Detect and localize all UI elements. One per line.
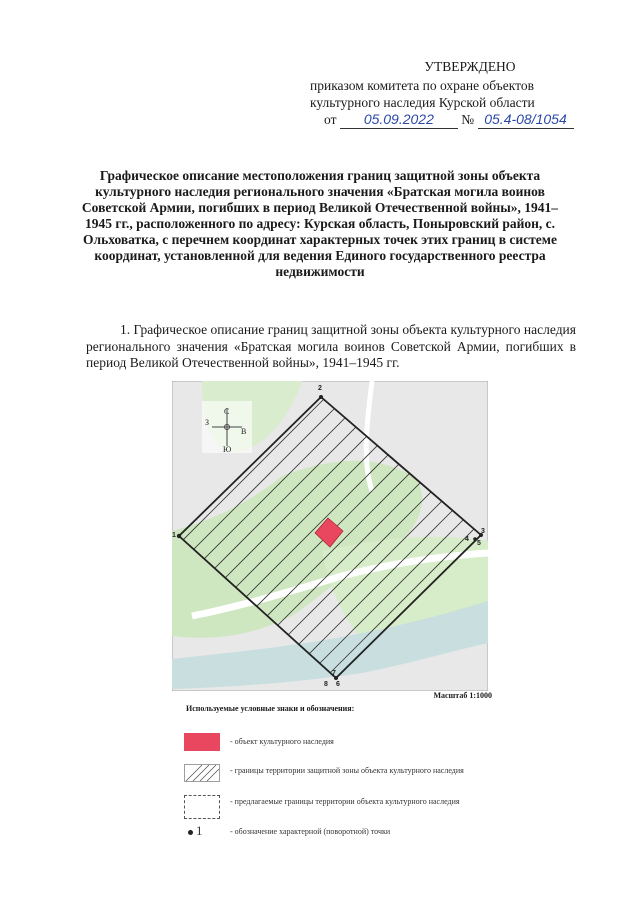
legend-dashed-swatch [184,795,220,819]
compass [202,401,252,454]
date-prefix: от [324,112,337,127]
point-label: 2 [318,385,322,392]
legend-object-swatch [184,733,220,751]
map-scale: Масштаб 1:1000 [433,691,492,700]
approval-line-2: культурного наследия Курской области [310,95,535,110]
legend-point-text: - обозначение характерной (поворотной) точки [230,827,391,836]
compass-north: С [224,407,230,416]
approval-date: 05.09.2022 [340,111,458,129]
compass-west: З [205,418,210,427]
point-label: 5 [477,540,481,547]
legend-zone-text: - границы территории защитной зоны объекта культурного наследия [230,766,464,775]
legend-proposed-text: - предлагаемые границы территории объекта культурного наследия [230,797,460,806]
legend-hatch-swatch [184,764,220,782]
legend-item-point [184,823,484,842]
point-label: 7 [332,670,336,677]
legend-object-text: - объект культурного наследия [230,737,334,746]
legend-item-zone [184,764,484,786]
approval-date-line [310,111,610,129]
approval-block [310,58,610,129]
approval-number: 05.4-08/1054 [478,111,574,129]
compass-east: В [241,427,247,436]
legend-item-proposed [184,795,484,819]
approval-heading: УТВЕРЖДЕНО [424,59,516,74]
point-label: 6 [336,681,340,688]
point-label: 8 [324,681,328,688]
legend-title: Используемые условные знаки и обозначения: [186,704,355,713]
boundary-map [172,381,488,691]
compass-south: Ю [223,445,232,454]
point-marker [319,395,323,399]
legend-item-object [184,733,484,753]
legend-point-swatch [184,823,220,842]
approval-line-1: приказом комитета по охране объектов [310,78,534,93]
document-title: Графическое описание местоположения границ защитной зоны объекта культурного наследия регионального значения «Братская могила воинов Советской Армии, погибших в период Великой Отечественной войны», 1941–1945 гг., расположенного по адресу: Курская область, Поныровский район, с. Ольховатка, с перечнем координат характерных точек этих границ в системе координат, установленной для ведения Единого государственного реестра недвижимости [81,168,559,279]
point-marker [177,534,181,538]
point-label: 3 [481,528,485,535]
point-label: 1 [172,532,176,539]
number-prefix: № [461,112,475,127]
paragraph-1: 1. Графическое описание границ защитной зоны объекта культурного наследия регионального значения «Братская могила воинов Советской Армии, погибших в период Великой Отечественной войны», 1941–1945 гг. [86,322,576,370]
point-label: 4 [465,536,469,543]
point-dot-icon [188,830,193,835]
legend-point-number: 1 [196,823,203,838]
